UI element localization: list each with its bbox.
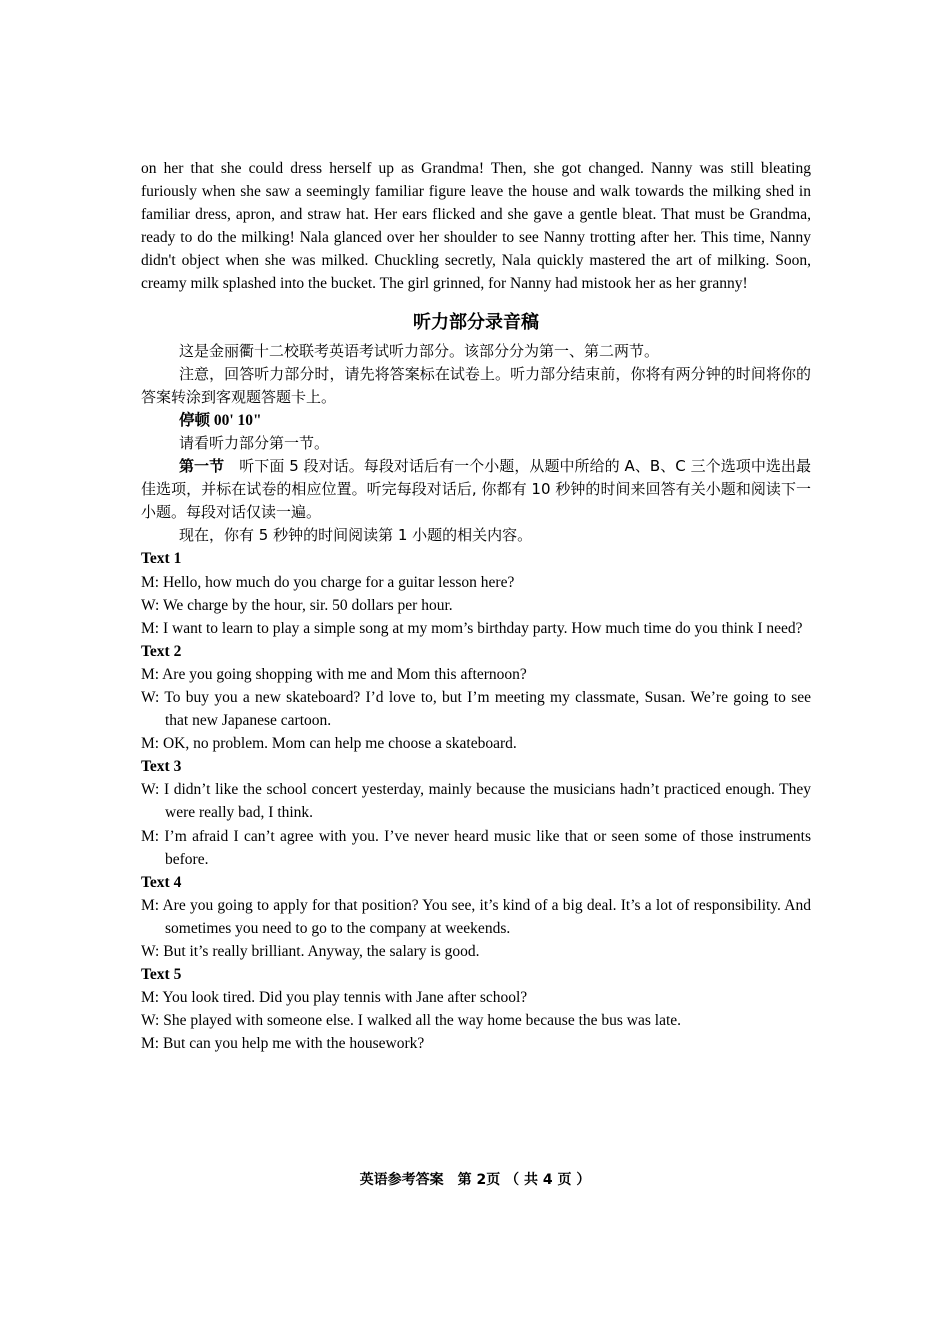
text-label: Text 1 bbox=[141, 550, 182, 568]
story-paragraph: on her that she could dress herself up as Grandma! Then, she got changed. Nanny was still bleating furiously when she saw a seemingly familiar figure leave the house and walk towards the milking shed in familiar dress, apron, and straw hat. Her ears flicked and she gave a gentle bleat. That must be Grandma, ready to do the milking! Nala glanced over her shoulder to see Nanny trotting after her. This time, Nanny didn't object when she was milked. Chuckling secretly, Nala quickly mastered the art of milking. Soon, creamy milk splashed into the bucket. The girl grinned, for Nanny had mistook her as her granny! bbox=[141, 160, 811, 293]
dialogue-line: W: We charge by the hour, sir. 50 dollars per hour. bbox=[141, 596, 453, 614]
text-label: Text 5 bbox=[141, 966, 182, 984]
dialogue-line: W: But it’s really brilliant. Anyway, the salary is good. bbox=[141, 943, 480, 960]
dialogue-line: M: You look tired. Did you play tennis with Jane after school? bbox=[141, 989, 528, 1007]
text-label: Text 2 bbox=[141, 642, 182, 660]
pause-marker: 停顿 00' 10" bbox=[179, 411, 262, 429]
section-title: 听力部分录音稿 bbox=[413, 311, 539, 333]
dialogue-text-1 bbox=[141, 547, 811, 639]
intro-paragraph-2: 注意，回答听力部分时，请先将答案标在试卷上。听力部分结束前，你将有两分钟的时间将你的答案转涂到客观题答题卡上。 bbox=[141, 364, 811, 406]
text-label: Text 3 bbox=[141, 758, 182, 776]
dialogue-line: W: To buy you a new skateboard? I’d love to, but I’m meeting my classmate, Susan. We’re going to see that new Japanese cartoon. bbox=[141, 688, 811, 730]
dialogue-line: W: I didn’t like the school concert yesterday, mainly because the musicians hadn’t practiced enough. They were really bad, I think. bbox=[141, 781, 811, 822]
dialogue-line: M: Are you going shopping with me and Mom this afternoon? bbox=[141, 665, 527, 683]
document-body bbox=[141, 157, 811, 1055]
dialogue-line: M: But can you help me with the housework? bbox=[141, 1035, 425, 1053]
page-footer: 英语参考答案 第 2页 （ 共 4 页 ） bbox=[359, 1172, 591, 1188]
dialogue-line: M: Hello, how much do you charge for a guitar lesson here? bbox=[141, 573, 515, 591]
dialogue-text-4 bbox=[141, 871, 811, 963]
dialogue-line: W: She played with someone else. I walked all the way home because the bus was late. bbox=[141, 1012, 682, 1030]
part1-label: 第一节 bbox=[179, 457, 225, 476]
dialogue-text-2 bbox=[141, 640, 811, 755]
intro-paragraph-1: 这是金丽衢十二校联考英语考试听力部分。该部分分为第一、第二两节。 bbox=[179, 341, 660, 360]
dialogue-line: M: Are you going to apply for that position? You see, it’s kind of a big deal. It’s a lot of responsibility. And sometimes you need to go to the company at weekends. bbox=[141, 896, 811, 937]
look-prompt: 请看听力部分第一节。 bbox=[179, 433, 330, 452]
dialogue-text-5 bbox=[141, 963, 811, 1055]
part1-instruction: 听下面 5 段对话。每段对话后有一个小题，从题中所给的 A、B、C 三个选项中选出最佳选项，并标在试卷的相应位置。听完每段对话后, 你都有 10 秒钟的时间来回答有关小题和阅读下一小题。每段对话仅读一遍。 bbox=[141, 457, 811, 522]
dialogue-line: M: I want to learn to play a simple song at my mom’s birthday party. How much time do you think I need? bbox=[141, 619, 803, 637]
text-label: Text 4 bbox=[141, 873, 182, 891]
part1-instruction-paragraph bbox=[141, 455, 811, 524]
dialogue-line: M: I’m afraid I can’t agree with you. I’ve never heard music like that or seen some of those instruments before. bbox=[141, 827, 811, 868]
dialogue-line: M: OK, no problem. Mom can help me choose a skateboard. bbox=[141, 735, 517, 753]
dialogue-text-3 bbox=[141, 755, 811, 870]
read-prompt: 现在，你有 5 秒钟的时间阅读第 1 小题的相关内容。 bbox=[179, 526, 533, 545]
